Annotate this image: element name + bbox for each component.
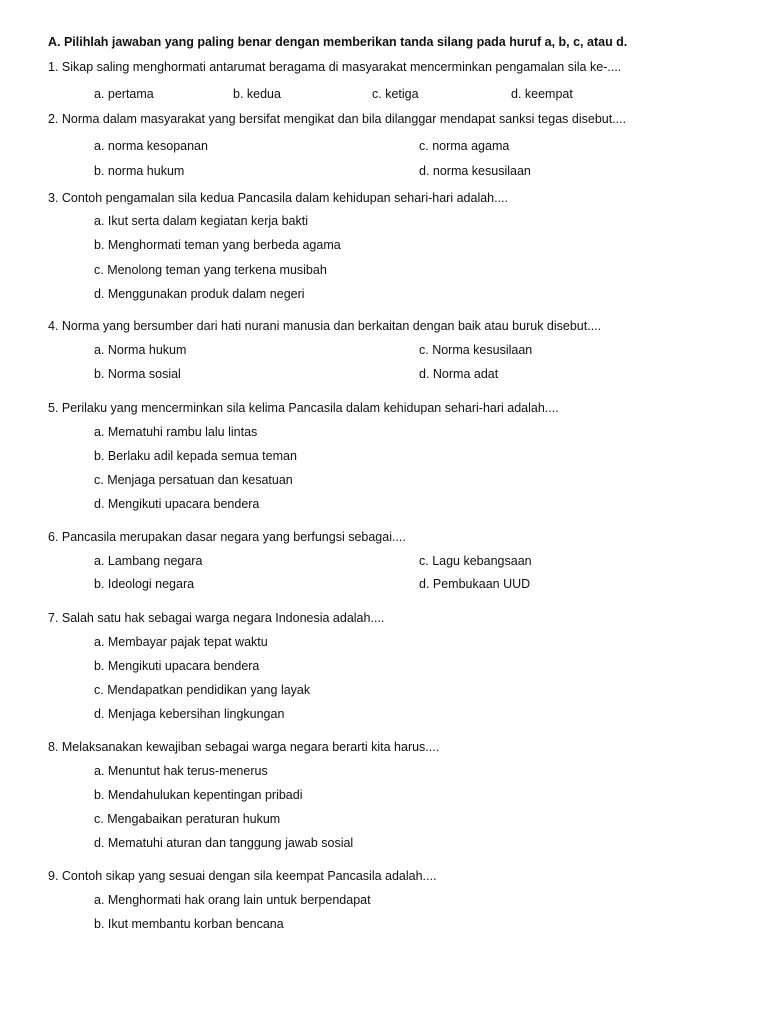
- question-2: 2. Norma dalam masyarakat yang bersifat mengikat dan bila dilanggar mendapat sanksi tegas disebut....: [48, 112, 627, 126]
- q4-option-a: a. Norma hukum: [94, 343, 187, 357]
- q2-option-d: d. norma kesusilaan: [419, 164, 531, 178]
- q7-option-d: d. Menjaga kebersihan lingkungan: [94, 707, 285, 721]
- question-7: 7. Salah satu hak sebagai warga negara Indonesia adalah....: [48, 611, 385, 625]
- q9-option-a: a. Menghormati hak orang lain untuk berpendapat: [94, 893, 371, 907]
- question-1: 1. Sikap saling menghormati antarumat beragama di masyarakat mencerminkan pengamalan sila ke-....: [48, 60, 622, 74]
- q2-option-b: b. norma hukum: [94, 164, 185, 178]
- q7-option-c: c. Mendapatkan pendidikan yang layak: [94, 683, 311, 697]
- q5-option-c: c. Menjaga persatuan dan kesatuan: [94, 473, 293, 487]
- q5-option-a: a. Mematuhi rambu lalu lintas: [94, 425, 258, 439]
- q8-option-c: c. Mengabaikan peraturan hukum: [94, 812, 281, 826]
- q4-option-b: b. Norma sosial: [94, 367, 181, 381]
- q1-option-a: a. pertama: [94, 87, 154, 101]
- q3-option-c: c. Menolong teman yang terkena musibah: [94, 263, 327, 277]
- q1-option-b: b. kedua: [233, 87, 281, 101]
- q5-option-d: d. Mengikuti upacara bendera: [94, 497, 260, 511]
- q2-option-c: c. norma agama: [419, 139, 510, 153]
- q1-option-d: d. keempat: [511, 87, 573, 101]
- q4-option-c: c. Norma kesusilaan: [419, 343, 533, 357]
- question-8: 8. Melaksanakan kewajiban sebagai warga negara berarti kita harus....: [48, 740, 440, 754]
- q6-option-b: b. Ideologi negara: [94, 577, 195, 591]
- question-9: 9. Contoh sikap yang sesuai dengan sila keempat Pancasila adalah....: [48, 869, 437, 883]
- q6-option-c: c. Lagu kebangsaan: [419, 554, 532, 568]
- q3-option-d: d. Menggunakan produk dalam negeri: [94, 287, 305, 301]
- q2-option-a: a. norma kesopanan: [94, 139, 208, 153]
- question-3: 3. Contoh pengamalan sila kedua Pancasila dalam kehidupan sehari-hari adalah....: [48, 191, 509, 205]
- instruction-heading: A. Pilihlah jawaban yang paling benar dengan memberikan tanda silang pada huruf a, b, c, atau d.: [48, 35, 628, 49]
- q3-option-a: a. Ikut serta dalam kegiatan kerja bakti: [94, 214, 309, 228]
- q6-option-d: d. Pembukaan UUD: [419, 577, 531, 591]
- q8-option-a: a. Menuntut hak terus-menerus: [94, 764, 268, 778]
- q7-option-b: b. Mengikuti upacara bendera: [94, 659, 260, 673]
- q6-option-a: a. Lambang negara: [94, 554, 203, 568]
- q3-option-b: b. Menghormati teman yang berbeda agama: [94, 238, 341, 252]
- q5-option-b: b. Berlaku adil kepada semua teman: [94, 449, 297, 463]
- question-4: 4. Norma yang bersumber dari hati nurani manusia dan berkaitan dengan baik atau buruk disebut....: [48, 319, 602, 333]
- q4-option-d: d. Norma adat: [419, 367, 499, 381]
- q1-option-c: c. ketiga: [372, 87, 419, 101]
- question-6: 6. Pancasila merupakan dasar negara yang berfungsi sebagai....: [48, 530, 406, 544]
- q7-option-a: a. Membayar pajak tepat waktu: [94, 635, 268, 649]
- q9-option-b: b. Ikut membantu korban bencana: [94, 917, 284, 931]
- question-5: 5. Perilaku yang mencerminkan sila kelima Pancasila dalam kehidupan sehari-hari adalah....: [48, 401, 559, 415]
- q8-option-d: d. Mematuhi aturan dan tanggung jawab sosial: [94, 836, 354, 850]
- q8-option-b: b. Mendahulukan kepentingan pribadi: [94, 788, 303, 802]
